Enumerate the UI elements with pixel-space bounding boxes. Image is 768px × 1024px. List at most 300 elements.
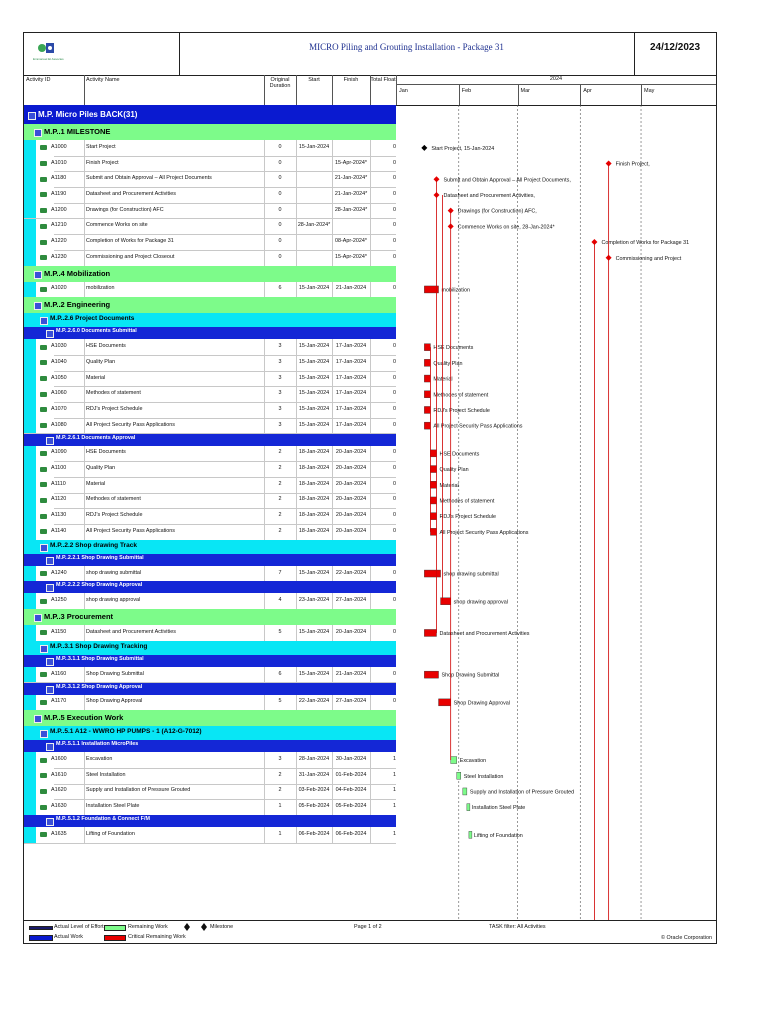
task-icon xyxy=(40,240,47,245)
wbs-collapse-icon[interactable] xyxy=(46,437,54,445)
activity-name-cell: Submit and Obtain Approval – All Project Documents xyxy=(86,175,212,182)
wbs-label: M.P..2.2.1 Shop Drawing Submittal xyxy=(56,554,144,561)
wbs-collapse-icon[interactable] xyxy=(46,658,54,666)
bar-label: Start Project, 15-Jan-2024 xyxy=(431,145,495,152)
activity-id-cell: A1200 xyxy=(51,206,67,213)
bar-label: Installation Steel Plate xyxy=(471,805,526,812)
wbs-label: M.P..2.2 Shop drawing Track xyxy=(50,541,137,549)
activity-row[interactable] xyxy=(24,625,396,642)
task-icon xyxy=(40,145,47,150)
duration-cell: 0 xyxy=(278,253,282,260)
activity-row[interactable] xyxy=(24,386,396,403)
wbs-collapse-icon[interactable] xyxy=(40,645,48,653)
finish-cell: 20-Jan-2024 xyxy=(335,527,367,534)
col-original-duration-line1: Original xyxy=(270,77,290,83)
activity-id-cell: A1120 xyxy=(51,496,67,503)
wbs-band-level-2[interactable] xyxy=(24,297,396,313)
start-cell: 06-Feb-2024 xyxy=(298,830,330,837)
task-icon xyxy=(40,599,47,604)
finish-cell: 01-Feb-2024 xyxy=(335,771,367,778)
total-float-cell: 0 xyxy=(393,670,396,677)
activity-id-cell: A1010 xyxy=(51,159,67,166)
total-float-cell: 1 xyxy=(393,787,396,794)
activity-row[interactable] xyxy=(24,695,396,712)
start-cell: 15-Jan-2024 xyxy=(298,405,330,412)
legend-milestone: Milestone xyxy=(210,924,234,930)
duration-cell: 0 xyxy=(278,143,282,150)
wbs-band-level-2[interactable] xyxy=(24,609,396,625)
total-float-cell: 0 xyxy=(393,597,396,604)
wbs-band-level-3[interactable] xyxy=(24,313,396,327)
critical-bar xyxy=(424,570,440,577)
wbs-collapse-icon[interactable] xyxy=(40,317,48,325)
activity-row[interactable] xyxy=(24,667,396,684)
bar-label: Shop Drawing Approval xyxy=(453,700,511,707)
activity-id-cell: A1170 xyxy=(51,698,67,705)
company-logo-icon xyxy=(36,39,60,57)
milestone-mark xyxy=(421,145,427,151)
wbs-band-level-1[interactable] xyxy=(24,105,396,124)
task-icon xyxy=(40,161,47,166)
critical-bar xyxy=(424,422,430,429)
activity-row[interactable] xyxy=(24,446,396,463)
activity-row[interactable] xyxy=(24,203,396,220)
title-cell xyxy=(179,33,635,75)
duration-cell: 0 xyxy=(278,190,282,197)
gantt-band xyxy=(396,313,716,327)
activity-row[interactable] xyxy=(24,784,396,801)
total-float-cell: 0 xyxy=(393,569,396,576)
bar-label: RDJ's Project Schedule xyxy=(439,514,496,521)
activity-id-cell: A1110 xyxy=(51,480,66,487)
activity-name-cell: Start Project xyxy=(86,143,116,150)
wbs-collapse-icon[interactable] xyxy=(34,715,42,723)
activity-id-cell: A1070 xyxy=(51,405,67,412)
wbs-collapse-icon[interactable] xyxy=(46,686,54,694)
wbs-collapse-icon[interactable] xyxy=(46,818,54,826)
activity-row[interactable] xyxy=(24,566,396,583)
task-icon xyxy=(40,392,47,397)
finish-cell: 17-Jan-2024 xyxy=(335,374,367,381)
start-cell: 31-Jan-2024 xyxy=(298,771,330,778)
wbs-band-level-4[interactable] xyxy=(24,581,396,593)
critical-remaining-swatch xyxy=(104,935,126,941)
col-original-duration[interactable] xyxy=(264,77,296,89)
wbs-label: M.P..5 Execution Work xyxy=(44,713,124,723)
start-cell: 15-Jan-2024 xyxy=(298,285,330,292)
task-icon xyxy=(40,360,47,365)
activity-id-cell: A1060 xyxy=(51,390,67,397)
bar-label: shop drawing submittal xyxy=(443,571,499,578)
activity-row[interactable] xyxy=(24,827,396,844)
critical-bar xyxy=(430,466,436,473)
activity-id-cell: A1020 xyxy=(51,285,67,292)
bar-label: RDJ's Project Schedule xyxy=(433,407,490,414)
activity-name-cell: RDJ's Project Schedule xyxy=(86,512,143,519)
activity-id-cell: A1080 xyxy=(51,421,67,428)
bar-label: Commence Works on site, 28-Jan-2024* xyxy=(457,224,555,231)
critical-bar xyxy=(441,598,451,605)
total-float-cell: 0 xyxy=(393,628,396,635)
bar-label: shop drawing approval xyxy=(453,599,508,606)
col-start[interactable]: Start xyxy=(308,77,320,83)
bar-label: Methodes of statement xyxy=(433,392,489,399)
duration-cell: 5 xyxy=(278,698,282,705)
total-float-cell: 0 xyxy=(393,358,396,365)
duration-cell: 6 xyxy=(278,285,282,292)
wbs-band-level-2[interactable] xyxy=(24,710,396,726)
finish-cell: 08-Apr-2024* xyxy=(334,238,368,245)
duration-cell: 6 xyxy=(278,670,282,677)
wbs-label: M.P. Micro Piles BACK(31) xyxy=(38,109,138,119)
critical-bar xyxy=(430,497,436,504)
activity-row[interactable] xyxy=(24,752,396,769)
actual-level-swatch xyxy=(29,926,53,930)
legend-footer xyxy=(24,920,716,945)
activity-row[interactable] xyxy=(24,219,396,236)
activity-name-cell: Datasheet and Procurement Activities xyxy=(86,628,176,635)
activity-row[interactable] xyxy=(24,461,396,478)
activity-row[interactable] xyxy=(24,250,396,267)
finish-cell: 15-Apr-2024* xyxy=(334,253,368,260)
activity-name-cell: shop drawing approval xyxy=(86,597,141,604)
wbs-band-level-4[interactable] xyxy=(24,327,396,339)
col-total-float[interactable]: Total Float xyxy=(370,77,396,83)
wbs-collapse-icon[interactable] xyxy=(46,743,54,751)
wbs-band-level-3[interactable] xyxy=(24,726,396,740)
wbs-band-level-4[interactable] xyxy=(24,683,396,695)
start-cell: 15-Jan-2024 xyxy=(298,358,330,365)
timescale-month: Mar xyxy=(520,88,530,94)
activity-id-cell: A1630 xyxy=(51,803,67,810)
start-cell: 22-Jan-2024 xyxy=(298,698,330,705)
duration-cell: 3 xyxy=(278,405,282,412)
remaining-work-swatch xyxy=(104,925,126,931)
activity-name-cell: Shop Drawing Approval xyxy=(86,698,143,705)
task-icon xyxy=(40,208,47,213)
finish-cell: 17-Jan-2024 xyxy=(335,343,367,350)
activity-id-cell: A1030 xyxy=(51,343,67,350)
wbs-band-level-2[interactable] xyxy=(24,124,396,140)
task-icon xyxy=(40,672,47,677)
activity-name-cell: Quality Plan xyxy=(86,358,116,365)
activity-row[interactable] xyxy=(24,371,396,388)
activity-id-cell: A1240 xyxy=(51,569,67,576)
critical-bar xyxy=(424,344,430,351)
logo-text: Emmanuel Et Associes xyxy=(33,57,64,61)
start-cell: 15-Jan-2024 xyxy=(298,343,330,350)
gantt-band xyxy=(396,815,716,827)
wbs-label: M.P..2.6.0 Documents Submittal xyxy=(56,328,137,335)
bar-label: Datasheet and Procurement Activities, xyxy=(443,192,535,199)
wbs-label: M.P..2.2.2 Shop Drawing Approval xyxy=(56,582,143,589)
gantt-band xyxy=(396,327,716,339)
activity-id-cell: A1190 xyxy=(51,190,67,197)
activity-name-cell: Steel Installation xyxy=(86,771,126,778)
activity-name-cell: Excavation xyxy=(86,756,113,763)
duration-cell: 3 xyxy=(278,358,282,365)
timescale-month: Apr xyxy=(583,88,592,94)
wbs-collapse-icon[interactable] xyxy=(40,730,48,738)
wbs-label: M.P..3.1.2 Shop Drawing Approval xyxy=(56,683,143,690)
duration-cell: 2 xyxy=(278,527,282,534)
col-activity-id[interactable]: Activity ID xyxy=(26,77,51,83)
gantt-band xyxy=(396,710,716,726)
task-filter: TASK filter: All Activities xyxy=(489,924,546,930)
bar-label: Lifting of Foundation xyxy=(473,832,523,839)
total-float-cell: 0 xyxy=(393,190,396,197)
gantt-band xyxy=(396,655,716,667)
total-float-cell: 1 xyxy=(393,803,396,810)
task-icon xyxy=(40,700,47,705)
wbs-label: M.P..3.1 Shop Drawing Tracking xyxy=(50,642,148,650)
finish-cell: 20-Jan-2024 xyxy=(335,496,367,503)
activity-row[interactable] xyxy=(24,418,396,435)
finish-cell: 21-Jan-2024* xyxy=(334,175,368,182)
task-icon xyxy=(40,407,47,412)
wbs-collapse-icon[interactable] xyxy=(46,557,54,565)
activity-id-cell: A1000 xyxy=(51,143,67,150)
critical-bar xyxy=(430,528,436,535)
activity-id-cell: A1140 xyxy=(51,527,67,534)
wbs-band-level-3[interactable] xyxy=(24,540,396,554)
report-header xyxy=(24,33,716,76)
wbs-label: M.P..3 Procurement xyxy=(44,612,114,622)
task-icon xyxy=(40,773,47,778)
activity-row[interactable] xyxy=(24,508,396,525)
bar-label: HSE Documents xyxy=(433,345,474,352)
wbs-band-level-4[interactable] xyxy=(24,434,396,446)
start-cell: 15-Jan-2024 xyxy=(298,390,330,397)
bar-label: Excavation xyxy=(459,758,487,765)
task-icon xyxy=(40,630,47,635)
total-float-cell: 0 xyxy=(393,698,396,705)
bar-label: Finish Project, xyxy=(615,161,650,168)
gantt-band xyxy=(396,105,716,124)
duration-cell: 3 xyxy=(278,343,282,350)
wbs-collapse-icon[interactable] xyxy=(34,302,42,310)
critical-bar xyxy=(424,375,430,382)
timescale-header xyxy=(396,75,716,105)
finish-cell: 30-Jan-2024 xyxy=(335,756,367,763)
critical-bar xyxy=(424,671,438,678)
finish-cell: 20-Jan-2024 xyxy=(335,512,367,519)
task-icon xyxy=(40,177,47,182)
task-icon xyxy=(40,498,47,503)
duration-cell: 2 xyxy=(278,449,282,456)
activity-name-cell: Finish Project xyxy=(86,159,119,166)
activity-row[interactable] xyxy=(24,156,396,173)
bar-label: All Project Security Pass Applications xyxy=(439,529,529,536)
wbs-label: M.P..5.1.1 Installation MicroPiles xyxy=(56,741,139,748)
activity-name-cell: Datasheet and Procurement Activities xyxy=(86,190,176,197)
remaining-bar xyxy=(451,757,457,764)
duration-cell: 4 xyxy=(278,597,282,604)
activity-name-cell: Commissioning and Project Closeout xyxy=(86,253,175,260)
bar-label: Submit and Obtain Approval – All Project Documents, xyxy=(443,177,571,184)
finish-cell: 27-Jan-2024 xyxy=(335,698,367,705)
activity-id-cell: A1130 xyxy=(51,512,67,519)
report-date: 24/12/2023 xyxy=(649,42,701,53)
wbs-label: M.P..4 Mobilization xyxy=(44,268,111,278)
activity-id-cell: A1620 xyxy=(51,787,67,794)
total-float-cell: 0 xyxy=(393,496,396,503)
critical-bar xyxy=(430,513,436,520)
finish-cell: 17-Jan-2024 xyxy=(335,405,367,412)
task-icon xyxy=(40,287,47,292)
task-icon xyxy=(40,451,47,456)
activity-row[interactable] xyxy=(24,768,396,785)
duration-cell: 7 xyxy=(278,569,282,576)
duration-cell: 2 xyxy=(278,787,282,794)
activity-row[interactable] xyxy=(24,282,396,299)
task-icon xyxy=(40,514,47,519)
legend-critical-remaining: Critical Remaining Work xyxy=(128,934,186,940)
activity-name-cell: Drawings (for Construction) AFC xyxy=(86,206,164,213)
total-float-cell: 0 xyxy=(393,238,396,245)
activity-table xyxy=(24,105,396,920)
start-cell: 28-Jan-2024 xyxy=(298,756,330,763)
activity-name-cell: HSE Documents xyxy=(86,343,126,350)
activity-row[interactable] xyxy=(24,339,396,356)
start-cell: 05-Feb-2024 xyxy=(298,803,330,810)
wbs-collapse-icon[interactable] xyxy=(34,614,42,622)
wbs-band-level-4[interactable] xyxy=(24,554,396,566)
total-float-cell: 1 xyxy=(393,830,396,837)
activity-row[interactable] xyxy=(24,799,396,816)
bar-label: All Project Security Pass Applications xyxy=(433,423,523,430)
activity-id-cell: A1210 xyxy=(51,222,67,229)
critical-bar xyxy=(424,629,436,636)
wbs-collapse-icon[interactable] xyxy=(46,330,54,338)
legend-actual-work: Actual Work xyxy=(54,934,83,940)
col-finish[interactable]: Finish xyxy=(343,77,359,83)
task-icon xyxy=(40,345,47,350)
critical-bar xyxy=(424,406,430,413)
wbs-band-level-2[interactable] xyxy=(24,266,396,282)
bar-label: Drawings (for Construction) AFC, xyxy=(457,208,537,215)
total-float-cell: 0 xyxy=(393,285,396,292)
activity-row[interactable] xyxy=(24,493,396,510)
finish-cell: 21-Jan-2024 xyxy=(335,285,367,292)
legend-actual-level: Actual Level of Effort xyxy=(54,924,104,930)
finish-cell: 20-Jan-2024 xyxy=(335,449,367,456)
duration-cell: 1 xyxy=(278,830,282,837)
wbs-label: M.P..3.1.1 Shop Drawing Submittal xyxy=(56,655,144,662)
wbs-band-level-3[interactable] xyxy=(24,641,396,655)
gantt-band xyxy=(396,609,716,625)
activity-row[interactable] xyxy=(24,593,396,610)
activity-name-cell: All Project Security Pass Applications xyxy=(86,527,175,534)
activity-name-cell: All Project Security Pass Applications xyxy=(86,421,175,428)
critical-bar xyxy=(439,699,451,706)
total-float-cell: 0 xyxy=(393,390,396,397)
total-float-cell: 0 xyxy=(393,343,396,350)
wbs-band-level-4[interactable] xyxy=(24,740,396,752)
total-float-cell: 0 xyxy=(393,449,396,456)
bar-label: Material xyxy=(439,482,459,489)
report-title: MICRO Piling and Grouting Installation - Package 31 xyxy=(309,42,504,52)
duration-cell: 3 xyxy=(278,390,282,397)
activity-row[interactable] xyxy=(24,524,396,541)
duration-cell: 0 xyxy=(278,222,282,229)
total-float-cell: 0 xyxy=(393,175,396,182)
task-icon xyxy=(40,376,47,381)
date-cell xyxy=(634,33,716,75)
activity-name-cell: Installation Steel Plate xyxy=(86,803,140,810)
finish-cell: 04-Feb-2024 xyxy=(335,787,367,794)
task-icon xyxy=(40,467,47,472)
activity-row[interactable] xyxy=(24,140,396,157)
activity-row[interactable] xyxy=(24,402,396,419)
task-icon xyxy=(40,255,47,260)
gantt-band xyxy=(396,434,716,446)
total-float-cell: 0 xyxy=(393,143,396,150)
wbs-collapse-icon[interactable] xyxy=(34,271,42,279)
total-float-cell: 0 xyxy=(393,159,396,166)
remaining-bar xyxy=(457,772,461,779)
start-cell: 18-Jan-2024 xyxy=(298,512,330,519)
bar-label: Shop Drawing Submittal xyxy=(441,672,500,679)
task-icon xyxy=(40,529,47,534)
duration-cell: 2 xyxy=(278,480,282,487)
wbs-collapse-icon[interactable] xyxy=(40,544,48,552)
activity-row[interactable] xyxy=(24,171,396,188)
wbs-label: M.P..5.1 A12 - WWRO HP PUMPS - 1 (A12-G-7012) xyxy=(50,728,202,736)
bar-label: Quality Plan xyxy=(439,467,469,474)
activity-row[interactable] xyxy=(24,187,396,204)
gantt-band xyxy=(396,683,716,695)
wbs-label: M.P..2.6 Project Documents xyxy=(50,315,135,323)
gantt-band xyxy=(396,266,716,282)
start-cell: 23-Jan-2024 xyxy=(298,597,330,604)
activity-name-cell: Methodes of statement xyxy=(86,390,141,397)
finish-cell: 20-Jan-2024 xyxy=(335,628,367,635)
bar-label: Supply and Installation of Pressure Grouted xyxy=(469,789,575,796)
start-cell: 18-Jan-2024 xyxy=(298,496,330,503)
total-float-cell: 0 xyxy=(393,374,396,381)
col-activity-name[interactable]: Activity Name xyxy=(86,77,120,83)
activity-row[interactable] xyxy=(24,355,396,372)
task-icon xyxy=(40,482,47,487)
activity-name-cell: RDJ's Project Schedule xyxy=(86,405,143,412)
duration-cell: 2 xyxy=(278,512,282,519)
logo-cell xyxy=(24,33,180,75)
finish-cell: 22-Jan-2024 xyxy=(335,569,367,576)
finish-cell: 28-Jan-2024* xyxy=(334,206,368,213)
activity-id-cell: A1600 xyxy=(51,756,67,763)
activity-name-cell: mobilization xyxy=(86,285,115,292)
total-float-cell: 0 xyxy=(393,222,396,229)
activity-row[interactable] xyxy=(24,477,396,494)
activity-name-cell: shop drawing submittal xyxy=(86,569,142,576)
finish-cell: 06-Feb-2024 xyxy=(335,830,367,837)
wbs-collapse-icon[interactable] xyxy=(46,584,54,592)
activity-id-cell: A1050 xyxy=(51,374,67,381)
total-float-cell: 0 xyxy=(393,253,396,260)
col-original-duration-line2: Duration xyxy=(269,83,291,89)
gantt-band xyxy=(396,740,716,752)
activity-name-cell: HSE Documents xyxy=(86,449,126,456)
wbs-band-level-4[interactable] xyxy=(24,655,396,667)
activity-row[interactable] xyxy=(24,234,396,251)
activity-id-cell: A1230 xyxy=(51,253,67,260)
wbs-band-level-4[interactable] xyxy=(24,815,396,827)
wbs-collapse-icon[interactable] xyxy=(28,112,36,120)
duration-cell: 3 xyxy=(278,756,282,763)
total-float-cell: 0 xyxy=(393,405,396,412)
wbs-collapse-icon[interactable] xyxy=(34,129,42,137)
